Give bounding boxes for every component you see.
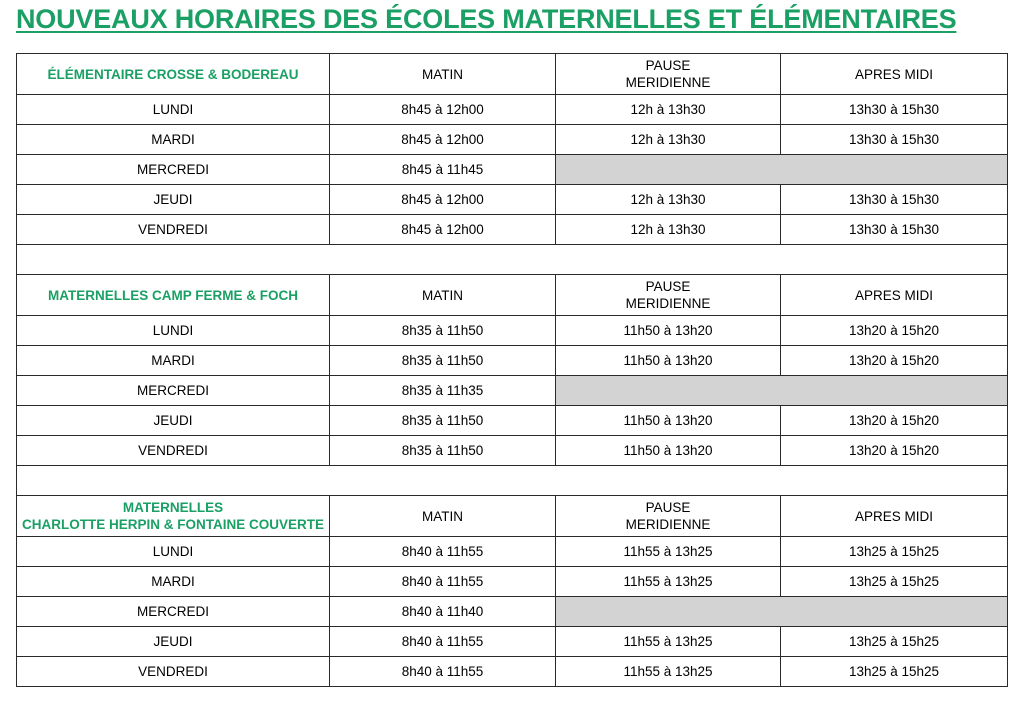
matin-cell: 8h35 à 11h50 xyxy=(330,316,556,346)
closed-afternoon-cell xyxy=(556,155,1008,185)
pause-cell: 12h à 13h30 xyxy=(556,185,781,215)
matin-cell: 8h45 à 12h00 xyxy=(330,95,556,125)
schedule-row-mardi xyxy=(17,346,1008,376)
section-header-row xyxy=(17,496,1008,537)
day-cell: LUNDI xyxy=(17,537,330,567)
day-cell: VENDREDI xyxy=(17,215,330,245)
apres-midi-cell: 13h20 à 15h20 xyxy=(781,316,1008,346)
pause-cell: 11h55 à 13h25 xyxy=(556,627,781,657)
section-header-row xyxy=(17,54,1008,95)
column-header-apres-midi: APRES MIDI xyxy=(781,275,1008,316)
matin-cell: 8h45 à 12h00 xyxy=(330,215,556,245)
pause-cell: 11h50 à 13h20 xyxy=(556,316,781,346)
pause-cell: 12h à 13h30 xyxy=(556,215,781,245)
column-header-matin: MATIN xyxy=(330,275,556,316)
school-name xyxy=(17,275,330,316)
section-spacer xyxy=(17,466,1008,496)
apres-midi-cell: 13h30 à 15h30 xyxy=(781,215,1008,245)
page-title: NOUVEAUX HORAIRES DES ÉCOLES MATERNELLES ET ÉLÉMENTAIRES xyxy=(16,4,957,34)
schedule-row-jeudi xyxy=(17,627,1008,657)
matin-cell: 8h45 à 12h00 xyxy=(330,185,556,215)
matin-cell: 8h35 à 11h50 xyxy=(330,346,556,376)
schedule-row-mardi xyxy=(17,125,1008,155)
schedule-table xyxy=(16,53,1008,687)
day-cell: JEUDI xyxy=(17,185,330,215)
pause-cell: 11h55 à 13h25 xyxy=(556,567,781,597)
pause-cell: 11h50 à 13h20 xyxy=(556,406,781,436)
school-name xyxy=(17,54,330,95)
schedule-row-jeudi xyxy=(17,185,1008,215)
matin-cell: 8h40 à 11h55 xyxy=(330,567,556,597)
pause-cell: 11h50 à 13h20 xyxy=(556,346,781,376)
matin-cell: 8h40 à 11h55 xyxy=(330,537,556,567)
apres-midi-cell: 13h30 à 15h30 xyxy=(781,95,1008,125)
day-cell: VENDREDI xyxy=(17,657,330,687)
apres-midi-cell: 13h25 à 15h25 xyxy=(781,627,1008,657)
schedule-row-vendredi xyxy=(17,215,1008,245)
day-cell: JEUDI xyxy=(17,627,330,657)
schedule-row-mercredi xyxy=(17,376,1008,406)
pause-cell: 11h55 à 13h25 xyxy=(556,657,781,687)
apres-midi-cell: 13h25 à 15h25 xyxy=(781,537,1008,567)
schedule-row-mercredi xyxy=(17,155,1008,185)
schedule-row-mardi xyxy=(17,567,1008,597)
matin-cell: 8h45 à 11h45 xyxy=(330,155,556,185)
day-cell: VENDREDI xyxy=(17,436,330,466)
column-header-apres-midi: APRES MIDI xyxy=(781,496,1008,537)
schedule-row-jeudi xyxy=(17,406,1008,436)
matin-cell: 8h40 à 11h55 xyxy=(330,627,556,657)
day-cell: MARDI xyxy=(17,125,330,155)
section-header-row xyxy=(17,275,1008,316)
column-header-pause xyxy=(556,54,781,95)
day-cell: JEUDI xyxy=(17,406,330,436)
matin-cell: 8h45 à 12h00 xyxy=(330,125,556,155)
closed-afternoon-cell xyxy=(556,376,1008,406)
pause-cell: 12h à 13h30 xyxy=(556,125,781,155)
pause-cell: 12h à 13h30 xyxy=(556,95,781,125)
matin-cell: 8h40 à 11h40 xyxy=(330,597,556,627)
pause-cell: 11h55 à 13h25 xyxy=(556,537,781,567)
matin-cell: 8h35 à 11h35 xyxy=(330,376,556,406)
pause-label-line-2: MERIDIENNE xyxy=(625,75,711,90)
pause-label-line-1: PAUSE xyxy=(645,279,691,294)
school-name xyxy=(17,496,330,537)
apres-midi-cell: 13h30 à 15h30 xyxy=(781,185,1008,215)
column-header-matin: MATIN xyxy=(330,54,556,95)
schedule-row-lundi xyxy=(17,95,1008,125)
apres-midi-cell: 13h25 à 15h25 xyxy=(781,567,1008,597)
column-header-matin: MATIN xyxy=(330,496,556,537)
school-name-line: CHARLOTTE HERPIN & FONTAINE COUVERTE xyxy=(21,517,324,532)
pause-label-line-2: MERIDIENNE xyxy=(625,296,711,311)
column-header-pause xyxy=(556,275,781,316)
spacer-cell xyxy=(17,245,1008,275)
pause-cell: 11h50 à 13h20 xyxy=(556,436,781,466)
day-cell: MERCREDI xyxy=(17,155,330,185)
matin-cell: 8h40 à 11h55 xyxy=(330,657,556,687)
schedule-row-mercredi xyxy=(17,597,1008,627)
school-name-line: ÉLÉMENTAIRE CROSSE & BODEREAU xyxy=(47,66,299,82)
section-spacer xyxy=(17,245,1008,275)
day-cell: MARDI xyxy=(17,567,330,597)
apres-midi-cell: 13h25 à 15h25 xyxy=(781,657,1008,687)
pause-label-line-1: PAUSE xyxy=(645,58,691,73)
apres-midi-cell: 13h20 à 15h20 xyxy=(781,436,1008,466)
schedule-row-lundi xyxy=(17,316,1008,346)
pause-label-line-2: MERIDIENNE xyxy=(625,517,711,532)
column-header-pause xyxy=(556,496,781,537)
closed-afternoon-cell xyxy=(556,597,1008,627)
day-cell: MERCREDI xyxy=(17,597,330,627)
schedule-row-vendredi xyxy=(17,436,1008,466)
matin-cell: 8h35 à 11h50 xyxy=(330,406,556,436)
spacer-cell xyxy=(17,466,1008,496)
schedule-row-vendredi xyxy=(17,657,1008,687)
apres-midi-cell: 13h30 à 15h30 xyxy=(781,125,1008,155)
day-cell: MERCREDI xyxy=(17,376,330,406)
matin-cell: 8h35 à 11h50 xyxy=(330,436,556,466)
column-header-apres-midi: APRES MIDI xyxy=(781,54,1008,95)
school-name-line: MATERNELLES xyxy=(122,500,224,515)
pause-label-line-1: PAUSE xyxy=(645,500,691,515)
apres-midi-cell: 13h20 à 15h20 xyxy=(781,346,1008,376)
schedule-row-lundi xyxy=(17,537,1008,567)
apres-midi-cell: 13h20 à 15h20 xyxy=(781,406,1008,436)
day-cell: MARDI xyxy=(17,346,330,376)
day-cell: LUNDI xyxy=(17,316,330,346)
day-cell: LUNDI xyxy=(17,95,330,125)
school-name-line: MATERNELLES CAMP FERME & FOCH xyxy=(47,287,298,303)
